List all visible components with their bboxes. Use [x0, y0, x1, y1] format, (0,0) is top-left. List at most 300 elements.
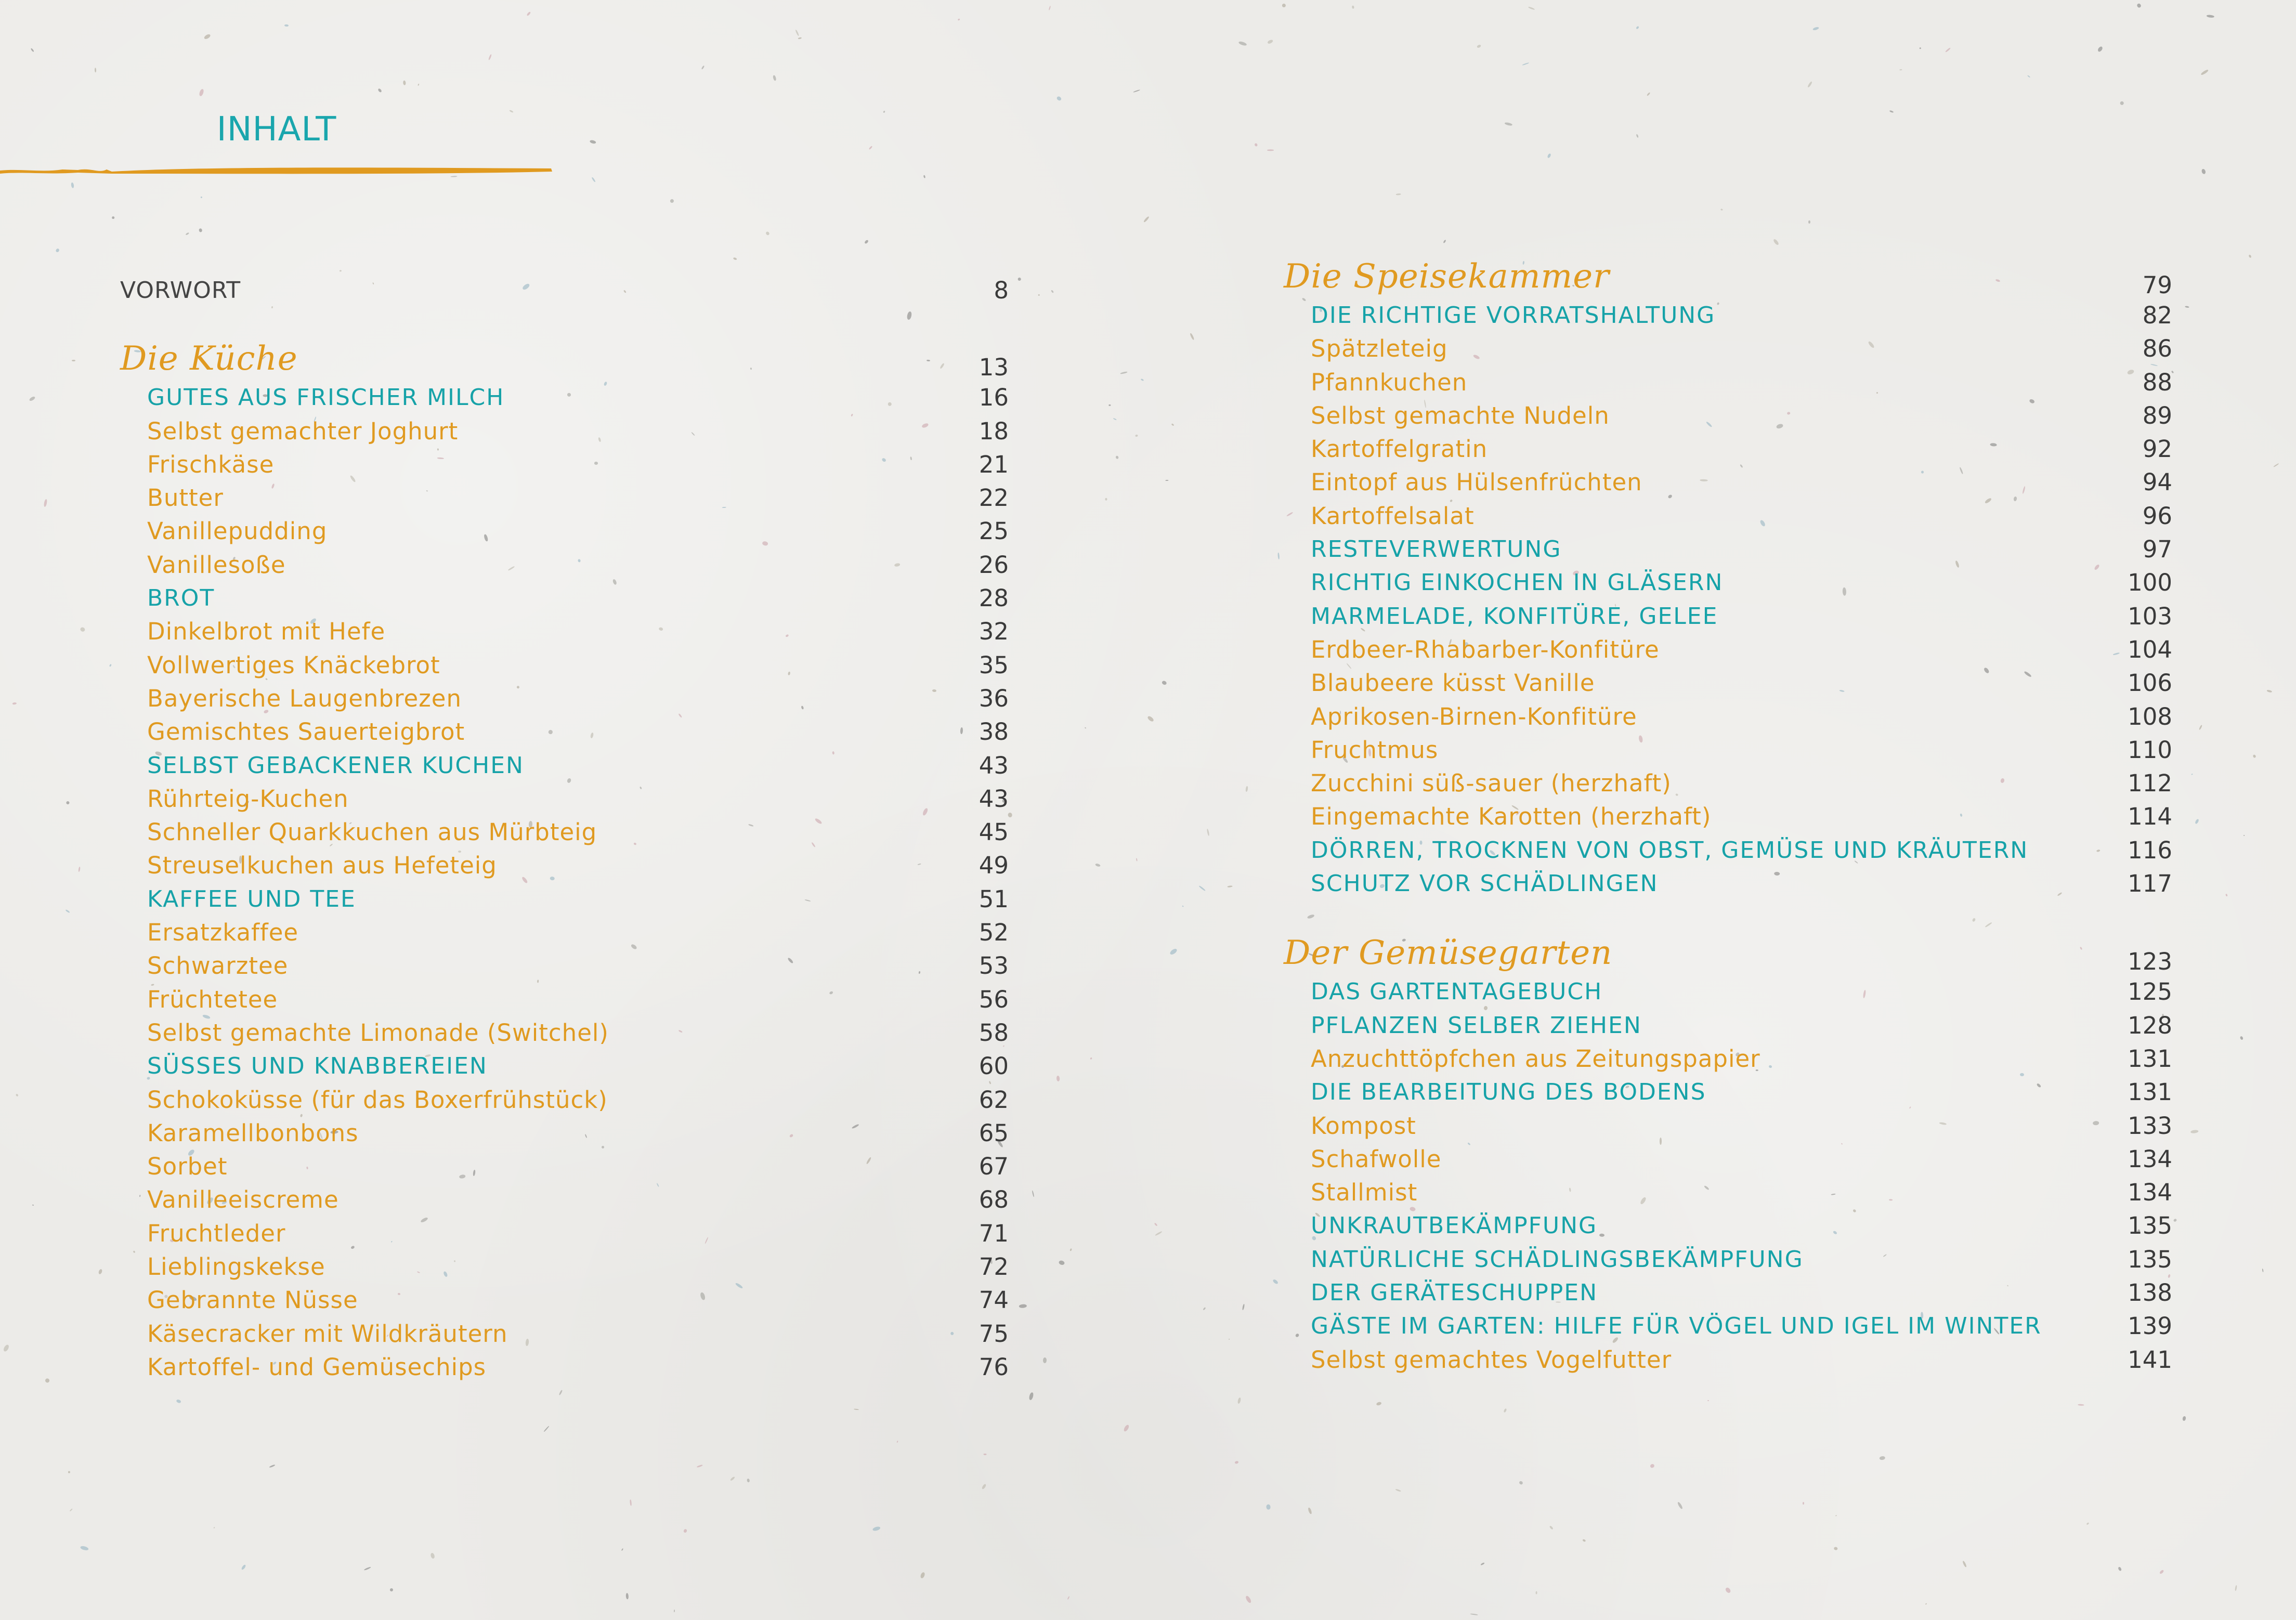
- paper-fiber: [1123, 1425, 1130, 1432]
- paper-fiber: [32, 1205, 34, 1206]
- toc-chapter-entry[interactable]: [120, 381, 1009, 414]
- paper-fiber: [2274, 463, 2279, 467]
- paper-fiber: [872, 1526, 881, 1532]
- paper-fiber: [66, 801, 70, 804]
- paper-fiber: [1059, 1260, 1065, 1265]
- paper-fiber: [109, 664, 112, 667]
- toc-entry-page: 131: [2128, 1078, 2172, 1106]
- paper-fiber: [69, 1508, 73, 1512]
- toc-left-block: [120, 274, 1009, 1384]
- toc-entry-label: SÜSSES UND KNABBEREIEN: [147, 1053, 488, 1080]
- paper-fiber: [403, 81, 406, 85]
- paper-fiber: [1549, 1525, 1553, 1530]
- toc-chapter-entry[interactable]: [1284, 975, 2172, 1009]
- toc-entry-page: 97: [2142, 535, 2172, 564]
- paper-fiber: [12, 702, 16, 705]
- paper-fiber: [864, 239, 869, 244]
- toc-entry-label: UNKRAUTBEKÄMPFUNG: [1311, 1212, 1598, 1239]
- toc-recipe-entry[interactable]: [1284, 767, 2172, 800]
- toc-entry-page: 60: [979, 1052, 1009, 1080]
- paper-fiber: [1133, 89, 1140, 93]
- toc-recipe-entry[interactable]: [120, 983, 1009, 1016]
- paper-fiber: [1772, 238, 1779, 245]
- toc-entry-page: 138: [2128, 1279, 2172, 1307]
- paper-fiber: [1376, 1402, 1381, 1406]
- toc-entry-label: Vanillesoße: [147, 551, 286, 579]
- paper-fiber: [1812, 27, 1819, 31]
- paper-fiber: [798, 37, 802, 39]
- toc-right-block: [1284, 253, 2172, 1377]
- toc-chapter-entry[interactable]: [1284, 1076, 2172, 1109]
- toc-recipe-entry[interactable]: [1284, 633, 2172, 667]
- paper-fiber: [1229, 1339, 1230, 1340]
- paper-fiber: [2207, 15, 2214, 18]
- toc-recipe-entry[interactable]: [120, 816, 1009, 849]
- toc-entry-label: GUTES AUS FRISCHER MILCH: [147, 384, 505, 411]
- toc-entry-label: Käsecracker mit Wildkräutern: [147, 1319, 508, 1348]
- toc-recipe-entry[interactable]: [120, 1284, 1009, 1317]
- toc-recipe-entry[interactable]: [120, 1083, 1009, 1117]
- paper-fiber: [854, 1409, 859, 1410]
- paper-fiber: [340, 270, 342, 272]
- toc-chapter-entry[interactable]: [120, 1050, 1009, 1083]
- paper-fiber: [2159, 1570, 2164, 1575]
- paper-fiber: [214, 1526, 216, 1528]
- paper-fiber: [1067, 1596, 1070, 1600]
- paper-fiber: [1649, 1464, 1654, 1469]
- paper-fiber: [176, 1399, 181, 1403]
- paper-fiber: [896, 1441, 898, 1443]
- toc-entry-page: 125: [2128, 978, 2172, 1006]
- paper-fiber: [747, 1479, 750, 1482]
- paper-fiber: [1807, 81, 1813, 88]
- paper-fiber: [1165, 480, 1169, 481]
- toc-chapter-entry[interactable]: [1284, 834, 2172, 867]
- paper-fiber: [1880, 1456, 1886, 1460]
- paper-fiber: [1169, 948, 1178, 956]
- paper-fiber: [1105, 498, 1107, 500]
- toc-entry-page: 53: [979, 952, 1009, 980]
- toc-entry-label: Ersatzkaffee: [147, 919, 299, 947]
- paper-fiber: [1245, 1595, 1252, 1603]
- toc-recipe-entry[interactable]: [120, 1117, 1009, 1150]
- paper-fiber: [957, 18, 960, 21]
- paper-fiber: [203, 33, 211, 40]
- toc-entry-label: Bayerische Laugenbrezen: [147, 684, 462, 712]
- toc-chapter-entry[interactable]: [1284, 867, 2172, 900]
- paper-fiber: [1636, 25, 1640, 30]
- paper-fiber: [1707, 1400, 1709, 1401]
- paper-fiber: [1476, 44, 1481, 48]
- toc-entry-page: 68: [979, 1186, 1009, 1214]
- toc-entry-page: 43: [979, 751, 1009, 779]
- paper-fiber: [1308, 1507, 1312, 1514]
- toc-entry-label: Zucchini süß-sauer (herzhaft): [1311, 769, 1672, 798]
- paper-fiber: [1038, 294, 1040, 296]
- paper-fiber: [1043, 1357, 1047, 1363]
- toc-entry-label: Kartoffel- und Gemüsechips: [147, 1353, 487, 1381]
- paper-fiber: [2249, 254, 2252, 258]
- toc-recipe-entry[interactable]: [1284, 1109, 2172, 1143]
- paper-fiber: [630, 1499, 632, 1506]
- toc-entry-page: 112: [2128, 769, 2172, 798]
- toc-entry-page: 38: [979, 718, 1009, 746]
- paper-fiber: [1282, 3, 1287, 8]
- paper-fiber: [1808, 220, 1810, 224]
- paper-fiber: [2201, 168, 2206, 175]
- toc-entry-label: Erdbeer-Rhabarber-Konfitüre: [1311, 635, 1660, 663]
- section-die-speisekammer[interactable]: [1284, 253, 2172, 299]
- toc-recipe-entry[interactable]: [120, 1150, 1009, 1183]
- paper-fiber: [2201, 69, 2209, 75]
- paper-fiber: [1237, 1397, 1242, 1404]
- toc-entry-label: Schokoküsse (für das Boxerfrühstück): [147, 1086, 608, 1114]
- paper-fiber: [2191, 774, 2193, 775]
- toc-entry-page: 134: [2128, 1179, 2172, 1207]
- toc-recipe-entry[interactable]: [120, 782, 1009, 816]
- toc-recipe-entry[interactable]: [120, 1217, 1009, 1250]
- toc-recipe-entry[interactable]: [120, 415, 1009, 448]
- paper-fiber: [1056, 96, 1062, 101]
- toc-entry-page: 92: [2142, 435, 2172, 463]
- toc-entry-label: Karamellbonbons: [147, 1119, 359, 1147]
- paper-fiber: [1504, 1408, 1507, 1413]
- paper-fiber: [765, 231, 770, 236]
- section-die-kueche[interactable]: [120, 334, 1009, 381]
- paper-fiber: [1582, 1538, 1586, 1541]
- toc-recipe-entry[interactable]: [1284, 1176, 2172, 1209]
- toc-recipe-entry[interactable]: [1284, 366, 2172, 399]
- toc-entry-label: Früchtetee: [147, 985, 278, 1013]
- paper-fiber: [1518, 1481, 1523, 1485]
- toc-entry-label: Frischkäse: [147, 450, 275, 478]
- toc-entry-label: NATÜRLICHE SCHÄDLINGSBEKÄMPFUNG: [1311, 1246, 1804, 1273]
- paper-fiber: [1277, 553, 1280, 559]
- paper-fiber: [2243, 834, 2245, 836]
- paper-fiber: [1182, 906, 1184, 907]
- toc-entry-label: SELBST GEBACKENER KUCHEN: [147, 752, 524, 779]
- paper-fiber: [418, 84, 420, 86]
- paper-fiber: [1647, 92, 1651, 96]
- paper-fiber: [269, 1464, 275, 1468]
- paper-fiber: [701, 65, 705, 69]
- paper-fiber: [1443, 239, 1447, 243]
- toc-entry-page: 131: [2128, 1044, 2172, 1073]
- paper-fiber: [16, 1093, 19, 1096]
- toc-entry-page: 74: [979, 1286, 1009, 1314]
- toc-entry-label: Stallmist: [1311, 1179, 1418, 1207]
- paper-fiber: [199, 89, 204, 97]
- paper-fiber: [1120, 371, 1127, 374]
- toc-chapter-entry[interactable]: [1284, 1209, 2172, 1243]
- paper-fiber: [1272, 1278, 1279, 1285]
- toc-entry-label: PFLANZEN SELBER ZIEHEN: [1311, 1012, 1642, 1039]
- toc-recipe-entry[interactable]: [120, 1351, 1009, 1384]
- toc-entry-page: 82: [2142, 302, 2172, 329]
- paper-fiber: [1267, 39, 1274, 45]
- paper-fiber: [795, 30, 799, 36]
- paper-fiber: [2097, 46, 2104, 53]
- toc-entry-label: DIE RICHTIGE VORRATSHALTUNG: [1311, 302, 1716, 329]
- paper-fiber: [2173, 1218, 2177, 1222]
- paper-fiber: [558, 1390, 563, 1395]
- toc-recipe-entry[interactable]: [1284, 433, 2172, 466]
- toc-entry-page: 100: [2128, 569, 2172, 597]
- paper-fiber: [29, 396, 36, 401]
- paper-fiber: [2185, 306, 2189, 308]
- paper-fiber: [2182, 1416, 2186, 1421]
- toc-entry-page: 71: [979, 1219, 1009, 1247]
- toc-recipe-entry[interactable]: [1284, 734, 2172, 767]
- toc-recipe-entry[interactable]: [120, 715, 1009, 749]
- section-title: Die Küche: [120, 339, 298, 378]
- paper-fiber: [1720, 208, 1723, 211]
- toc-entry-label: Streuselkuchen aus Hefeteig: [147, 852, 497, 880]
- toc-entry-label: DÖRREN, TROCKNEN VON OBST, GEMÜSE UND KRÄUTERN: [1311, 837, 2029, 864]
- paper-fiber: [981, 1483, 987, 1490]
- paper-fiber: [66, 909, 70, 913]
- toc-entry-label: Eingemachte Karotten (herzhaft): [1311, 803, 1712, 831]
- paper-fiber: [696, 1464, 703, 1468]
- toc-recipe-entry[interactable]: [1284, 800, 2172, 833]
- paper-fiber: [1242, 1304, 1245, 1310]
- toc-recipe-entry[interactable]: [120, 916, 1009, 949]
- toc-entry-label: Selbst gemachtes Vogelfutter: [1311, 1345, 1672, 1374]
- toc-recipe-entry[interactable]: [120, 448, 1009, 481]
- toc-entry-page: 16: [979, 384, 1009, 412]
- toc-entry-label: Sorbet: [147, 1153, 228, 1181]
- paper-fiber: [1155, 1231, 1163, 1236]
- toc-chapter-entry[interactable]: [120, 749, 1009, 782]
- toc-recipe-entry[interactable]: [120, 1183, 1009, 1217]
- paper-fiber: [526, 11, 531, 16]
- toc-entry-page: 18: [979, 417, 1009, 445]
- paper-fiber: [78, 867, 81, 872]
- paper-fiber: [625, 1593, 629, 1599]
- toc-recipe-entry[interactable]: [120, 1317, 1009, 1351]
- paper-fiber: [3, 1344, 10, 1352]
- toc-entry-page: 96: [2142, 502, 2172, 530]
- paper-fiber: [923, 175, 925, 178]
- toc-entry-label: Fruchtleder: [147, 1219, 286, 1247]
- toc-recipe-entry[interactable]: [120, 1250, 1009, 1284]
- paper-fiber: [72, 360, 75, 361]
- toc-entry-page: 135: [2128, 1212, 2172, 1240]
- paper-fiber: [2190, 1130, 2198, 1133]
- paper-fiber: [2199, 725, 2202, 730]
- toc-entry-label: Selbst gemachte Nudeln: [1311, 401, 1610, 429]
- toc-entry-page: 51: [979, 885, 1009, 913]
- paper-fiber: [1636, 134, 1639, 138]
- toc-entry-page: 116: [2128, 836, 2172, 864]
- toc-entry-label: Selbst gemachter Joghurt: [147, 417, 459, 445]
- paper-fiber: [1528, 6, 1535, 10]
- paper-fiber: [1900, 69, 1902, 71]
- paper-fiber: [1470, 1614, 1478, 1616]
- paper-fiber: [1238, 41, 1247, 46]
- toc-entry-label: Aprikosen-Birnen-Konfitüre: [1311, 702, 1637, 730]
- brush-underline: [0, 162, 553, 177]
- toc-chapter-entry[interactable]: [1284, 1276, 2172, 1310]
- toc-recipe-entry[interactable]: [120, 615, 1009, 648]
- toc-entry-label: Gebrannte Nüsse: [147, 1286, 358, 1314]
- toc-recipe-entry[interactable]: [1284, 700, 2172, 734]
- toc-recipe-entry[interactable]: [1284, 1143, 2172, 1176]
- paper-fiber: [1143, 216, 1150, 223]
- toc-entry-page: 43: [979, 785, 1009, 813]
- paper-fiber: [80, 1545, 89, 1551]
- paper-fiber: [364, 1566, 371, 1571]
- toc-entry-page: 65: [979, 1119, 1009, 1147]
- paper-fiber: [199, 228, 202, 232]
- paper-fiber: [2262, 1269, 2263, 1272]
- toc-entry-label: Pfannkuchen: [1311, 368, 1468, 396]
- toc-entry-label: Schneller Quarkkuchen aus Mürbteig: [147, 818, 597, 846]
- spacer: [120, 307, 1009, 334]
- paper-fiber: [1834, 1547, 1838, 1550]
- toc-recipe-entry[interactable]: [120, 1016, 1009, 1050]
- paper-fiber: [1254, 143, 1258, 147]
- spacer: [1284, 900, 2172, 929]
- toc-entry-page: 89: [2142, 401, 2172, 429]
- paper-fiber: [1547, 153, 1551, 159]
- paper-fiber: [56, 248, 60, 253]
- paper-fiber: [1019, 1304, 1027, 1308]
- paper-fiber: [2136, 3, 2141, 8]
- paper-fiber: [2266, 689, 2272, 693]
- toc-chapter-entry[interactable]: [120, 883, 1009, 916]
- paper-fiber: [883, 110, 885, 113]
- toc-entry-page: 45: [979, 818, 1009, 846]
- toc-entry-page: 94: [2142, 468, 2172, 497]
- toc-recipe-entry[interactable]: [1284, 500, 2172, 533]
- paper-fiber: [1480, 1562, 1484, 1565]
- toc-recipe-entry[interactable]: [1284, 1343, 2172, 1377]
- toc-chapter-entry[interactable]: [1284, 533, 2172, 566]
- toc-entry-page: 32: [979, 618, 1009, 646]
- section-title: Der Gemüsegarten: [1284, 934, 1613, 973]
- section-page: 13: [979, 354, 1009, 382]
- toc-entry-label: VORWORT: [120, 277, 241, 304]
- toc-entry-label: Butter: [147, 484, 224, 512]
- toc-entry-page: 49: [979, 852, 1009, 880]
- paper-fiber: [683, 1529, 687, 1534]
- toc-recipe-entry[interactable]: [120, 515, 1009, 548]
- toc-entry-page: 52: [979, 919, 1009, 947]
- paper-fiber: [1147, 715, 1154, 722]
- toc-entry-label: GÄSTE IM GARTEN: HILFE FÜR VÖGEL UND IGEL IM WINTER: [1311, 1313, 2042, 1340]
- section-page: 123: [2128, 948, 2172, 976]
- toc-recipe-entry[interactable]: [1284, 399, 2172, 433]
- paper-fiber: [1048, 6, 1050, 10]
- paper-fiber: [1725, 1587, 1731, 1593]
- toc-recipe-entry[interactable]: [120, 548, 1009, 582]
- paper-fiber: [730, 1476, 735, 1481]
- toc-entry-page: 35: [979, 651, 1009, 679]
- paper-fiber: [389, 1588, 393, 1592]
- toc-entry-label: Rührteig-Kuchen: [147, 785, 349, 813]
- toc-recipe-entry[interactable]: [120, 481, 1009, 515]
- toc-chapter-entry[interactable]: [1284, 1310, 2172, 1343]
- paper-fiber: [2119, 101, 2124, 106]
- toc-entry-page: 67: [979, 1153, 1009, 1181]
- paper-fiber: [1090, 1057, 1092, 1060]
- paper-fiber: [1945, 47, 1951, 53]
- paper-fiber: [1504, 122, 1512, 126]
- paper-fiber: [2118, 1566, 2122, 1571]
- toc-recipe-entry[interactable]: [1284, 466, 2172, 499]
- toc-recipe-entry[interactable]: [1284, 667, 2172, 700]
- section-der-gemuesegarten[interactable]: [1284, 929, 2172, 975]
- paper-fiber: [1352, 5, 1354, 8]
- toc-recipe-entry[interactable]: [1284, 332, 2172, 365]
- toc-entry-label: BROT: [147, 585, 215, 612]
- paper-fiber: [1134, 434, 1138, 437]
- paper-fiber: [71, 182, 74, 189]
- toc-recipe-entry[interactable]: [120, 849, 1009, 882]
- paper-fiber: [68, 1471, 70, 1473]
- paper-fiber: [488, 54, 492, 60]
- toc-chapter-entry[interactable]: [1284, 1243, 2172, 1276]
- toc-entry-page: 36: [979, 684, 1009, 712]
- paper-fiber: [2225, 894, 2227, 896]
- toc-entry-page: 141: [2128, 1345, 2172, 1374]
- paper-fiber: [44, 1377, 50, 1383]
- toc-entry-page: 72: [979, 1253, 1009, 1281]
- paper-fiber: [1032, 1191, 1035, 1197]
- toc-entry-page: 56: [979, 985, 1009, 1013]
- toc-entry-vorwort[interactable]: [120, 274, 1009, 307]
- toc-chapter-entry[interactable]: [1284, 299, 2172, 332]
- toc-entry-page: 139: [2128, 1312, 2172, 1340]
- paper-fiber: [1266, 1505, 1270, 1510]
- toc-entry-label: Blaubeere küsst Vanille: [1311, 669, 1595, 697]
- toc-entry-page: 86: [2142, 335, 2172, 363]
- toc-entry-page: 133: [2128, 1112, 2172, 1140]
- paper-fiber: [186, 232, 189, 236]
- toc-chapter-entry[interactable]: [1284, 1009, 2172, 1042]
- paper-fiber: [1199, 885, 1206, 891]
- page-title: INHALT: [216, 110, 337, 149]
- toc-recipe-entry[interactable]: [120, 682, 1009, 715]
- section-page: 79: [2142, 271, 2172, 299]
- toc-entry-label: Gemischtes Sauerteigbrot: [147, 718, 465, 746]
- toc-entry-page: 76: [979, 1353, 1009, 1381]
- toc-chapter-entry[interactable]: [1284, 600, 2172, 633]
- paper-fiber: [1395, 1489, 1401, 1492]
- toc-recipe-entry[interactable]: [120, 649, 1009, 682]
- paper-fiber: [2086, 1522, 2090, 1525]
- paper-fiber: [377, 88, 382, 93]
- paper-fiber: [1803, 1502, 1804, 1505]
- toc-recipe-entry[interactable]: [120, 949, 1009, 983]
- toc-entry-page: 26: [979, 551, 1009, 579]
- paper-fiber: [284, 24, 289, 27]
- paper-fiber: [1536, 1591, 1537, 1595]
- paper-fiber: [2235, 1585, 2237, 1591]
- paper-fiber: [591, 177, 596, 182]
- paper-fiber: [1835, 1515, 1837, 1517]
- paper-fiber: [1162, 680, 1167, 685]
- toc-entry-label: Selbst gemachte Limonade (Switchel): [147, 1018, 609, 1047]
- toc-chapter-entry[interactable]: [120, 582, 1009, 615]
- paper-fiber: [2240, 1036, 2243, 1040]
- toc-entry-page: 134: [2128, 1145, 2172, 1173]
- toc-entry-page: 135: [2128, 1245, 2172, 1273]
- paper-fiber: [1227, 885, 1232, 887]
- toc-recipe-entry[interactable]: [1284, 1042, 2172, 1076]
- toc-chapter-entry[interactable]: [1284, 566, 2172, 599]
